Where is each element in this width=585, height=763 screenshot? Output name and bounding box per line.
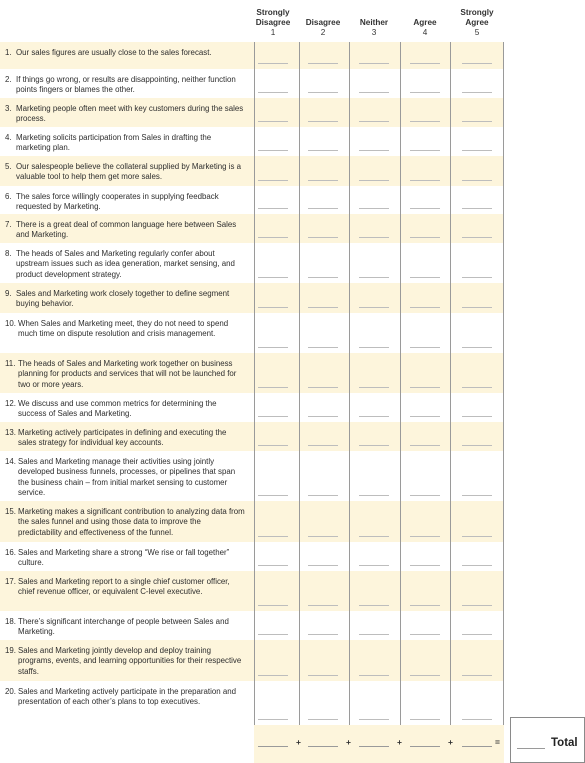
rating-blank-5[interactable] [462, 495, 492, 496]
rating-blank-2[interactable] [308, 719, 338, 720]
statement-text [5, 507, 245, 538]
rating-blank-5[interactable] [462, 536, 492, 537]
statement-row [0, 127, 504, 156]
statement-row [0, 214, 504, 243]
rating-blank-2[interactable] [308, 387, 338, 388]
rating-blank-2[interactable] [308, 495, 338, 496]
column-divider [503, 42, 504, 725]
rating-blank-5[interactable] [462, 634, 492, 635]
rating-blank-1[interactable] [258, 536, 288, 537]
rating-blank-4[interactable] [410, 387, 440, 388]
rating-blank-2[interactable] [308, 208, 338, 209]
statement-row [0, 353, 504, 393]
column-total-blank-3[interactable] [359, 746, 389, 747]
totals-row [0, 725, 585, 763]
scale-number: 3 [371, 28, 377, 37]
scale-number: 1 [270, 28, 276, 37]
rating-blank-4[interactable] [410, 208, 440, 209]
statement-body: If things go wrong, or results are disappointing, neither function points fingers or blames the other. [16, 75, 236, 95]
statement-row [0, 542, 504, 571]
rating-blank-3[interactable] [359, 208, 389, 209]
rating-blank-3[interactable] [359, 675, 389, 676]
rating-blank-4[interactable] [410, 92, 440, 93]
scale-label: Disagree [255, 18, 291, 27]
statement-text [5, 359, 245, 390]
statement-body: Marketing makes a significant contribution to analyzing data from the sales funnel and using those data to improve the predictability and effectiveness of the funnel. [18, 507, 245, 537]
plus-sign: + [397, 737, 402, 747]
rating-blank-3[interactable] [359, 180, 389, 181]
scale-label: Agree [465, 18, 489, 27]
rating-blank-1[interactable] [258, 605, 288, 606]
rating-blank-3[interactable] [359, 416, 389, 417]
rating-blank-5[interactable] [462, 605, 492, 606]
rating-blank-3[interactable] [359, 495, 389, 496]
rating-blank-1[interactable] [258, 495, 288, 496]
statement-number: 2. [5, 75, 12, 84]
rating-blank-1[interactable] [258, 277, 288, 278]
rating-blank-4[interactable] [410, 277, 440, 278]
scale-label: Neither [359, 18, 389, 27]
rating-blank-3[interactable] [359, 237, 389, 238]
equals-sign: = [495, 737, 500, 747]
rating-blank-2[interactable] [308, 445, 338, 446]
rating-blank-1[interactable] [258, 387, 288, 388]
statement-row [0, 283, 504, 313]
plus-sign: + [296, 737, 301, 747]
rating-blank-4[interactable] [410, 121, 440, 122]
rating-blank-5[interactable] [462, 92, 492, 93]
statement-body: The heads of Sales and Marketing work together on business planning for products and services that will not be launched for two or more years. [18, 359, 237, 389]
column-divider [254, 42, 255, 725]
total-blank[interactable] [517, 748, 545, 749]
statement-text [5, 577, 245, 598]
rating-blank-4[interactable] [410, 719, 440, 720]
scale-number: 2 [320, 28, 326, 37]
rating-blank-5[interactable] [462, 180, 492, 181]
statement-text [5, 249, 245, 280]
statement-row [0, 393, 504, 422]
rating-blank-2[interactable] [308, 237, 338, 238]
statement-body: Sales and Marketing work closely together to define segment buying behavior. [16, 289, 230, 309]
statement-text [5, 399, 245, 420]
rating-blank-5[interactable] [462, 277, 492, 278]
statement-number: 14. [5, 457, 16, 466]
statement-text [5, 220, 245, 241]
statement-row [0, 69, 504, 98]
statement-body: Sales and Marketing manage their activities using jointly developed business funnels, processes, or pipelines that span the business chain – from initial market sensing to customer service. [18, 457, 236, 498]
rating-blank-1[interactable] [258, 719, 288, 720]
scale-label: Agree [413, 18, 437, 27]
statement-text [5, 48, 245, 58]
plus-sign: + [448, 737, 453, 747]
rating-blank-4[interactable] [410, 495, 440, 496]
rating-blank-5[interactable] [462, 416, 492, 417]
statement-number: 10. [5, 319, 16, 328]
statement-number: 3. [5, 104, 12, 113]
rating-blank-1[interactable] [258, 675, 288, 676]
column-divider [400, 42, 401, 725]
rating-blank-5[interactable] [462, 445, 492, 446]
rating-blank-2[interactable] [308, 63, 338, 64]
statement-text [5, 617, 245, 638]
rating-blank-4[interactable] [410, 347, 440, 348]
column-total-blank-5[interactable] [462, 746, 492, 747]
rating-blank-1[interactable] [258, 237, 288, 238]
rating-blank-2[interactable] [308, 605, 338, 606]
rating-blank-5[interactable] [462, 387, 492, 388]
rating-blank-3[interactable] [359, 634, 389, 635]
statement-row [0, 98, 504, 127]
statement-body: When Sales and Marketing meet, they do not need to spend much time on dispute resolution and crisis management. [18, 319, 229, 339]
rating-blank-5[interactable] [462, 565, 492, 566]
statement-text [5, 319, 245, 340]
statement-body: The sales force willingly cooperates in supplying feedback requested by Marketing. [16, 192, 219, 212]
statement-number: 18. [5, 617, 16, 626]
rating-blank-5[interactable] [462, 347, 492, 348]
statement-body: There is a great deal of common language here between Sales and Marketing. [16, 220, 237, 240]
statement-number: 1. [5, 48, 12, 57]
statement-text [5, 289, 245, 310]
statement-body: Marketing people often meet with key customers during the sales process. [16, 104, 244, 124]
scale-label: Strongly [460, 8, 494, 17]
statement-body: Sales and Marketing actively participate in the preparation and presentation of each other’s plans to top executives. [18, 687, 236, 707]
rating-blank-3[interactable] [359, 565, 389, 566]
rating-blank-4[interactable] [410, 180, 440, 181]
rating-blank-2[interactable] [308, 307, 338, 308]
statement-number: 13. [5, 428, 16, 437]
scale-header [0, 0, 585, 42]
statement-number: 7. [5, 220, 12, 229]
statement-number: 6. [5, 192, 12, 201]
column-total-blank-2[interactable] [308, 746, 338, 747]
rating-blank-1[interactable] [258, 121, 288, 122]
rating-blank-5[interactable] [462, 237, 492, 238]
rating-blank-3[interactable] [359, 150, 389, 151]
rating-blank-3[interactable] [359, 92, 389, 93]
rating-blank-2[interactable] [308, 150, 338, 151]
statement-text [5, 133, 245, 154]
rating-blank-3[interactable] [359, 307, 389, 308]
rating-blank-2[interactable] [308, 675, 338, 676]
rating-blank-1[interactable] [258, 208, 288, 209]
statement-row [0, 611, 504, 640]
rating-blank-2[interactable] [308, 92, 338, 93]
rating-blank-2[interactable] [308, 347, 338, 348]
rating-blank-4[interactable] [410, 634, 440, 635]
statement-body: We discuss and use common metrics for determining the success of Sales and Marketing. [18, 399, 217, 419]
statement-number: 11. [5, 359, 16, 368]
scale-column-1 [248, 0, 298, 38]
statement-text [5, 104, 245, 125]
rating-blank-2[interactable] [308, 536, 338, 537]
rating-blank-4[interactable] [410, 536, 440, 537]
statement-body: The heads of Sales and Marketing regularly confer about upstream issues such as idea generation, market sensing, and product development strategy. [16, 249, 235, 279]
statement-row [0, 681, 504, 725]
statement-text [5, 428, 245, 449]
statement-number: 8. [5, 249, 12, 258]
statement-row [0, 451, 504, 501]
scale-column-3 [349, 0, 399, 38]
rating-blank-3[interactable] [359, 605, 389, 606]
statement-body: There’s significant interchange of people between Sales and Marketing. [18, 617, 229, 637]
column-divider [450, 42, 451, 725]
statement-row [0, 501, 504, 542]
statement-number: 4. [5, 133, 12, 142]
statement-row [0, 186, 504, 214]
rating-blank-2[interactable] [308, 634, 338, 635]
statement-text [5, 646, 245, 677]
statement-number: 16. [5, 548, 16, 557]
rating-blank-4[interactable] [410, 605, 440, 606]
statement-number: 9. [5, 289, 12, 298]
rating-blank-4[interactable] [410, 675, 440, 676]
statement-number: 12. [5, 399, 16, 408]
scale-column-5 [452, 0, 502, 38]
scale-number: 5 [474, 28, 480, 37]
rating-blank-3[interactable] [359, 536, 389, 537]
rating-blank-2[interactable] [308, 416, 338, 417]
rating-blank-4[interactable] [410, 416, 440, 417]
scale-label: Strongly [256, 8, 290, 17]
rating-blank-5[interactable] [462, 307, 492, 308]
statement-number: 20. [5, 687, 16, 696]
rating-blank-2[interactable] [308, 180, 338, 181]
statement-number: 17. [5, 577, 16, 586]
statement-body: Our sales figures are usually close to the sales forecast. [16, 48, 212, 57]
rating-blank-3[interactable] [359, 347, 389, 348]
statement-text [5, 548, 245, 569]
column-total-blank-4[interactable] [410, 746, 440, 747]
rating-blank-5[interactable] [462, 208, 492, 209]
rating-blank-3[interactable] [359, 63, 389, 64]
statement-text [5, 687, 245, 708]
rating-blank-1[interactable] [258, 150, 288, 151]
statement-body: Marketing actively participates in defining and executing the sales strategy for individual key accounts. [18, 428, 227, 448]
scale-column-2 [298, 0, 348, 38]
statement-row [0, 243, 504, 283]
scale-column-4 [400, 0, 450, 38]
rating-blank-1[interactable] [258, 634, 288, 635]
rating-blank-1[interactable] [258, 63, 288, 64]
rating-blank-1[interactable] [258, 180, 288, 181]
column-divider [349, 42, 350, 725]
rating-blank-4[interactable] [410, 237, 440, 238]
rating-blank-4[interactable] [410, 63, 440, 64]
rating-blank-1[interactable] [258, 445, 288, 446]
statement-body: Our salespeople believe the collateral supplied by Marketing is a valuable tool to help them get more sales. [16, 162, 242, 182]
statement-text [5, 192, 245, 213]
rating-blank-5[interactable] [462, 63, 492, 64]
statement-text [5, 457, 245, 499]
rating-blank-4[interactable] [410, 565, 440, 566]
statement-body: Sales and Marketing jointly develop and deploy training programs, events, and learning opportunities for their respective staffs. [18, 646, 242, 676]
column-divider [299, 42, 300, 725]
rating-blank-5[interactable] [462, 150, 492, 151]
statement-body: Sales and Marketing report to a single chief customer officer, chief revenue officer, or equivalent C-level executive. [18, 577, 230, 597]
statement-row [0, 571, 504, 611]
rating-blank-3[interactable] [359, 719, 389, 720]
statement-row [0, 640, 504, 681]
rating-blank-2[interactable] [308, 121, 338, 122]
statement-text [5, 75, 245, 96]
rating-blank-1[interactable] [258, 347, 288, 348]
rating-blank-4[interactable] [410, 445, 440, 446]
statement-number: 19. [5, 646, 16, 655]
rating-blank-2[interactable] [308, 277, 338, 278]
statement-text [5, 162, 245, 183]
statement-row [0, 156, 504, 186]
rating-blank-3[interactable] [359, 121, 389, 122]
rating-blank-1[interactable] [258, 416, 288, 417]
rating-blank-1[interactable] [258, 307, 288, 308]
rating-blank-1[interactable] [258, 92, 288, 93]
rating-blank-5[interactable] [462, 121, 492, 122]
plus-sign: + [346, 737, 351, 747]
total-label: Total [551, 737, 578, 749]
scale-number: 4 [422, 28, 428, 37]
total-box [510, 717, 585, 763]
rating-blank-3[interactable] [359, 277, 389, 278]
statement-row [0, 42, 504, 69]
statement-number: 15. [5, 507, 16, 516]
rating-blank-3[interactable] [359, 445, 389, 446]
rating-blank-2[interactable] [308, 565, 338, 566]
statement-body: Marketing solicits participation from Sales in drafting the marketing plan. [16, 133, 212, 153]
scale-label: Disagree [305, 18, 341, 27]
statement-row [0, 313, 504, 353]
statement-body: Sales and Marketing share a strong “We rise or fall together” culture. [18, 548, 230, 568]
column-total-blank-1[interactable] [258, 746, 288, 747]
statement-row [0, 422, 504, 451]
rating-blank-5[interactable] [462, 675, 492, 676]
rating-blank-4[interactable] [410, 307, 440, 308]
rating-blank-1[interactable] [258, 565, 288, 566]
rating-blank-3[interactable] [359, 387, 389, 388]
statement-number: 5. [5, 162, 12, 171]
totals-band [254, 725, 504, 763]
rating-blank-5[interactable] [462, 719, 492, 720]
rating-blank-4[interactable] [410, 150, 440, 151]
